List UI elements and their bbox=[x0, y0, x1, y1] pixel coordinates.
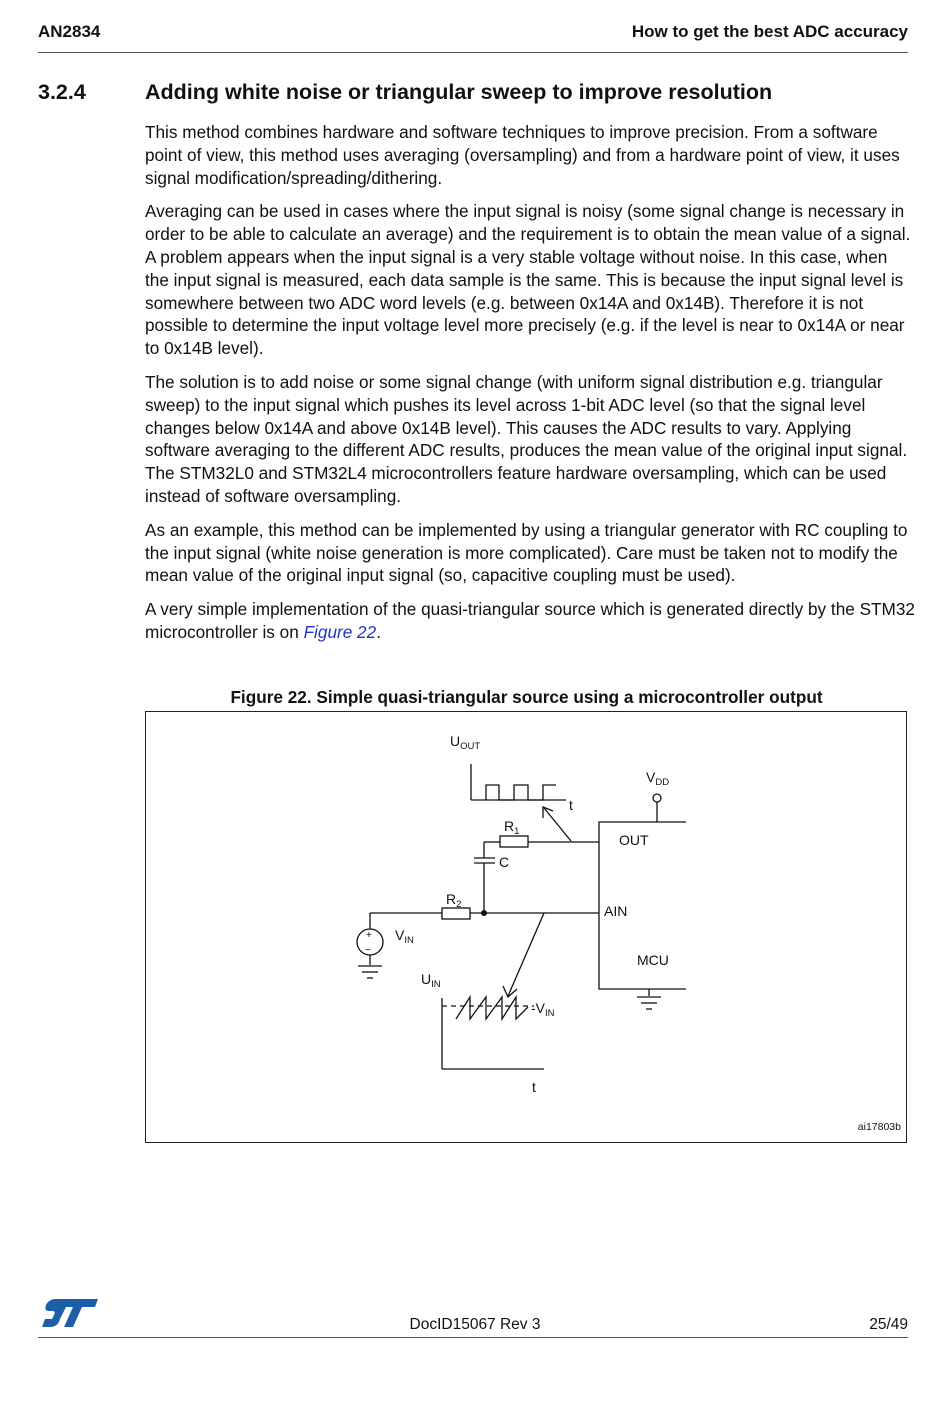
source-minus-sign: − bbox=[365, 945, 371, 956]
vin-level-label: $-V_{IN}$ bbox=[531, 1000, 555, 1019]
chapter-title: How to get the best ADC accuracy bbox=[631, 22, 908, 41]
junction-dot bbox=[481, 910, 487, 916]
body-text bbox=[145, 121, 915, 655]
mcu-ain-label: AIN bbox=[604, 903, 628, 919]
mcu-out-label: OUT bbox=[619, 832, 649, 848]
footer-divider bbox=[38, 1337, 908, 1338]
figure-id: ai17803b bbox=[857, 1121, 901, 1133]
paragraph-end: . bbox=[376, 621, 381, 642]
paragraph: As an example, this method can be implemented by using a triangular generator with RC coupling to the input signal (white noise generation is more complicated). Care must be taken not to modify the mean value of the original input signal (so, capacitive coupling must be used). bbox=[145, 519, 908, 586]
paragraph-text: A very simple implementation of the quasi-triangular source which is generated directly by the STM32 microcontroller is on bbox=[145, 599, 915, 642]
uin-time-label: t bbox=[532, 1079, 536, 1095]
section-number: 3.2.4 bbox=[38, 80, 86, 104]
vdd-terminal bbox=[653, 794, 661, 802]
uin-label: $U_{IN}$ bbox=[421, 971, 441, 990]
figure-caption: Figure 22. Simple quasi-triangular source using a microcontroller output bbox=[230, 687, 823, 707]
vin-label: $V_{IN}$ bbox=[395, 927, 414, 946]
source-plus-sign: + bbox=[366, 930, 372, 941]
r2-label: $R_2$ bbox=[446, 891, 462, 910]
r1-label: $R_1$ bbox=[504, 818, 520, 837]
paragraph bbox=[145, 598, 915, 644]
uout-label: $U_{OUT}$ bbox=[450, 733, 481, 752]
paragraph: The solution is to add noise or some signal change (with uniform signal distribution e.g. triangular sweep) to the input signal which pushes its level across 1-bit ADC level (so that the signal level changes below 0x14A and above 0x14B level). This causes the ADC results to vary. Applying software averaging to the different ADC results, produces the mean value of the original input signal. The STM32L0 and STM32L4 microcontrollers feature hardware oversampling, which can be used instead of software oversampling. bbox=[145, 371, 908, 506]
document-code: AN2834 bbox=[38, 22, 101, 41]
header-divider bbox=[38, 52, 908, 53]
capacitor-label: C bbox=[499, 854, 510, 870]
square-wave bbox=[486, 785, 556, 800]
uin-pointer-arrow bbox=[508, 913, 544, 996]
vdd-label: $V_{DD}$ bbox=[646, 769, 670, 788]
section-title: Adding white noise or triangular sweep to improve resolution bbox=[145, 80, 773, 104]
paragraph: Averaging can be used in cases where the input signal is noisy (some signal change is necessary in order to be able to calculate an average) and the requirement is to obtain the mean value of a signal. A problem appears when the input signal is a very stable voltage without noise. In this case, when the input signal is measured, each data sample is the same. This is because the input signal level is somewhere between two ADC word levels (e.g. between 0x14A and 0x14B). Therefore it is not possible to determine the input voltage level more precisely (e.g. if the level is near to 0x14A or near to 0x14B level). bbox=[145, 201, 911, 359]
document-id: DocID15067 Rev 3 bbox=[409, 1316, 541, 1333]
figure-22-link[interactable]: Figure 22 bbox=[303, 621, 377, 642]
circuit-schematic bbox=[146, 712, 908, 1144]
triangular-waveform bbox=[456, 997, 528, 1019]
uout-time-label: t bbox=[569, 797, 573, 813]
resistor-r1 bbox=[500, 836, 528, 847]
page-number: 25/49 bbox=[869, 1316, 908, 1333]
paragraph: This method combines hardware and software techniques to improve precision. From a software point of view, this method uses averaging (oversampling) and from a hardware point of view, it uses signal modification/spreading/dithering. bbox=[145, 122, 900, 188]
mcu-label: MCU bbox=[637, 952, 669, 968]
uout-pointer-arrow bbox=[544, 808, 571, 841]
figure-22-diagram bbox=[145, 711, 907, 1143]
